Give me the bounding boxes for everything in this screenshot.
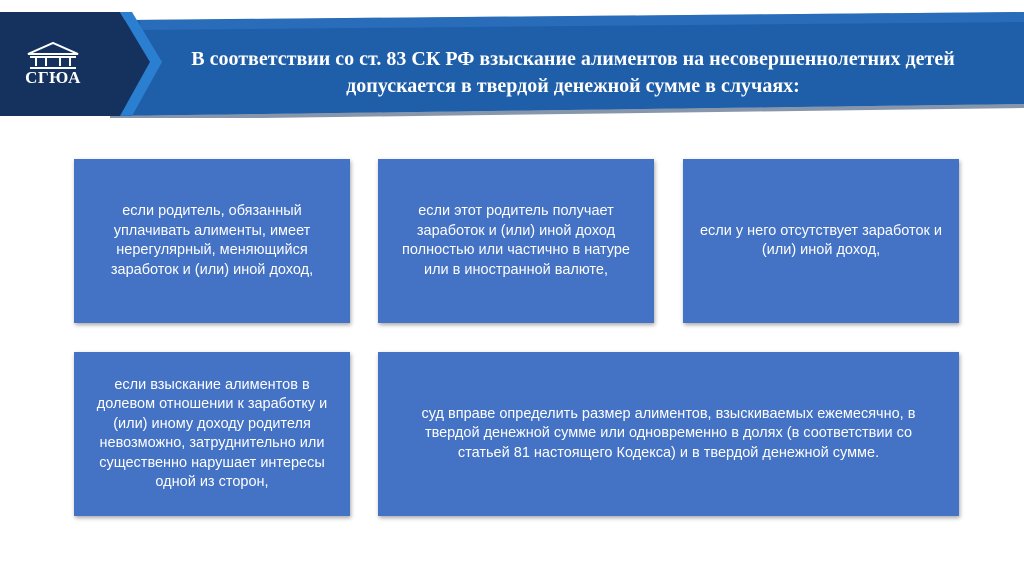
- case-box-3: [683, 159, 959, 323]
- case-box-1: [74, 159, 350, 323]
- court-decision-text: суд вправе определить размер алиментов, взыскиваемых ежемесячно, в твердой денежной сумме или одновременно в долях (в соответствии со статьей 81 настоящего Кодекса) и в твердой денежной сумме.: [421, 405, 916, 461]
- case-box-1-text: если родитель, обязанный уплачивать алименты, имеет нерегулярный, меняющийся заработок и (или) иной доход,: [110, 203, 314, 278]
- building-icon: [18, 40, 88, 70]
- case-box-4-text: если взыскание алиментов в долевом отношении к заработку и (или) иному доходу родителя невозможно, затруднительно или существенно нарушает интересы одной из сторон,: [96, 376, 328, 490]
- logo: [18, 40, 88, 92]
- court-decision-box: [378, 352, 959, 516]
- case-box-4: [74, 352, 350, 516]
- header-banner: [0, 0, 1024, 118]
- case-box-2-text: если этот родитель получает заработок и (или) иной доход полностью или частично в натуре или в иностранной валюте,: [402, 203, 630, 278]
- slide-title: В соответствии со ст. 83 СК РФ взыскание алиментов на несовершеннолетних детей допускается в твердой денежной сумме в случаях:: [191, 48, 955, 97]
- case-box-2: [378, 159, 654, 323]
- logo-text: СГЮА: [25, 68, 81, 87]
- case-box-3-text: если у него отсутствует заработок и (или) иной доход,: [699, 222, 943, 258]
